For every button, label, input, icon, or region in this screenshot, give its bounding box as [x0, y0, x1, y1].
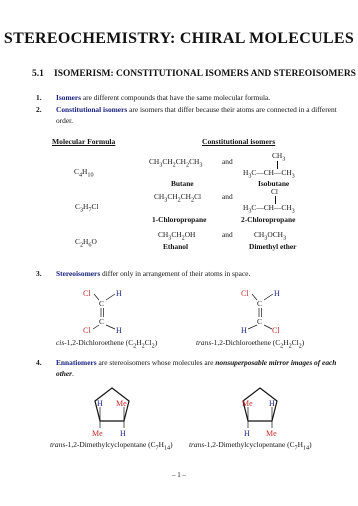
atom-label: C: [257, 317, 263, 326]
term: Ennatiomers: [56, 358, 97, 367]
list-item: [36, 92, 336, 104]
compound-name: Ethanol: [163, 242, 189, 251]
caption-prefix: cis: [56, 338, 65, 347]
definition: are isomers that differ because their atoms are connected in a different order.: [56, 105, 337, 125]
emphasis: nonsuperposable mirror images of each other: [56, 358, 337, 378]
term: Isomers: [56, 93, 82, 102]
item-text: [56, 357, 342, 379]
structure-left: $CH_3CH_2CH_2CH_3$: [149, 157, 203, 169]
branch-group: Cl: [271, 187, 278, 196]
caption-prefix: trans: [189, 440, 205, 449]
bond: [94, 294, 99, 300]
punctuation: .: [72, 369, 74, 378]
atom-label: H: [97, 399, 103, 408]
structure-right: $H_3C—CH—CH_3$: [243, 203, 295, 215]
compound-name: 1-Chloropropane: [152, 215, 207, 224]
atom-label: H: [274, 289, 280, 298]
formula: $C_4H_{10}$: [74, 167, 94, 179]
definition: are stereoisomers whose molecules are: [96, 358, 216, 367]
section-heading: [32, 69, 356, 79]
section-title: ISOMERISM: CONSTITUTIONAL ISOMERS AND STEREOISOMERS: [54, 69, 356, 79]
bond: [106, 294, 115, 300]
page-number: – 1 –: [172, 471, 186, 479]
atom-label: H: [244, 429, 250, 437]
item-number: 1.: [36, 93, 42, 102]
item-number: 3.: [36, 269, 42, 278]
structure-right: $CH_3OCH_3$: [254, 230, 287, 242]
compound-name: Isobutane: [258, 179, 290, 188]
compound-name: Butane: [171, 179, 194, 188]
atom-label: Cl: [83, 326, 91, 335]
definition: differ only in arrangement of their atoms in space.: [100, 269, 251, 278]
atom-label: Me: [266, 429, 277, 437]
cyclopentane-structure-right: [230, 385, 290, 437]
atom-label: Me: [242, 399, 253, 408]
bond: [93, 325, 99, 329]
bond: [264, 325, 272, 329]
atom-label: H: [241, 326, 247, 335]
formula: $C_2H_6O$: [75, 237, 97, 249]
atom-label: C: [99, 299, 105, 308]
caption-prefix: trans: [196, 338, 212, 347]
column-header-formula: Molecular Formula: [52, 137, 116, 146]
bond: [264, 294, 273, 300]
structure-left: $CH_3CH_2OH$: [158, 230, 196, 242]
caption-prefix: trans: [50, 440, 66, 449]
structure-left: $CH_3CH_2CH_2Cl$: [154, 192, 202, 204]
atom-label: Me: [92, 429, 103, 437]
figure-caption: trans-1,2-Dimethylcyclopentane $(C_7H_{14})$: [50, 440, 173, 452]
trans-alkene-structure: [230, 286, 290, 336]
item-text: [56, 104, 342, 126]
definition: are different compounds that have the same molecular formula.: [81, 93, 271, 102]
atom-label: H: [116, 289, 122, 298]
atom-label: Cl: [272, 326, 280, 335]
item-text: [56, 92, 342, 103]
bond: [248, 325, 257, 329]
atom-label: Cl: [83, 289, 91, 298]
section-number: 5.1: [32, 69, 44, 79]
atom-label: C: [99, 317, 105, 326]
atom-label: H: [120, 429, 126, 437]
atom-label: H: [116, 326, 122, 335]
atom-label: Cl: [241, 289, 249, 298]
and-label: and: [222, 157, 233, 166]
cis-alkene-structure: [72, 286, 132, 336]
structure-right: $H_3C—CH—CH_3$: [243, 168, 295, 180]
item-text: [56, 268, 342, 279]
item-number: 2.: [36, 105, 42, 114]
term: Constitutional isomers: [56, 105, 128, 114]
figure-caption: trans-1,2-Dichloroethene $(C_2H_2Cl_2)$: [196, 338, 305, 350]
term: Stereoisomers: [56, 269, 101, 278]
figure-caption: trans-1,2-Dimethylcyclopentane $(C_7H_{14})$: [189, 440, 312, 452]
atom-label: H: [269, 399, 275, 408]
and-label: and: [222, 230, 233, 239]
compound-name: Dimethyl ether: [249, 242, 297, 251]
bond: [252, 294, 257, 300]
list-item: [36, 268, 336, 280]
item-number: 4.: [36, 358, 42, 367]
branch-group: $CH_3$: [272, 151, 286, 163]
figure-caption: cis-1,2-Dichloroethene $(C_2H_2Cl_2)$: [56, 338, 158, 350]
and-label: and: [222, 192, 233, 201]
compound-name: 2-Chloropropane: [241, 215, 296, 224]
list-item: [36, 357, 342, 381]
atom-label: C: [257, 299, 263, 308]
formula: $C_3H_7Cl$: [75, 202, 99, 214]
page-title: STEREOCHEMISTRY: CHIRAL MOLECULES: [3, 30, 355, 47]
list-item: [36, 104, 336, 128]
column-header-isomers: Constitutional isomers: [202, 137, 276, 146]
cyclopentane-structure-left: [82, 385, 142, 437]
bond: [106, 325, 115, 329]
atom-label: Me: [116, 399, 127, 408]
